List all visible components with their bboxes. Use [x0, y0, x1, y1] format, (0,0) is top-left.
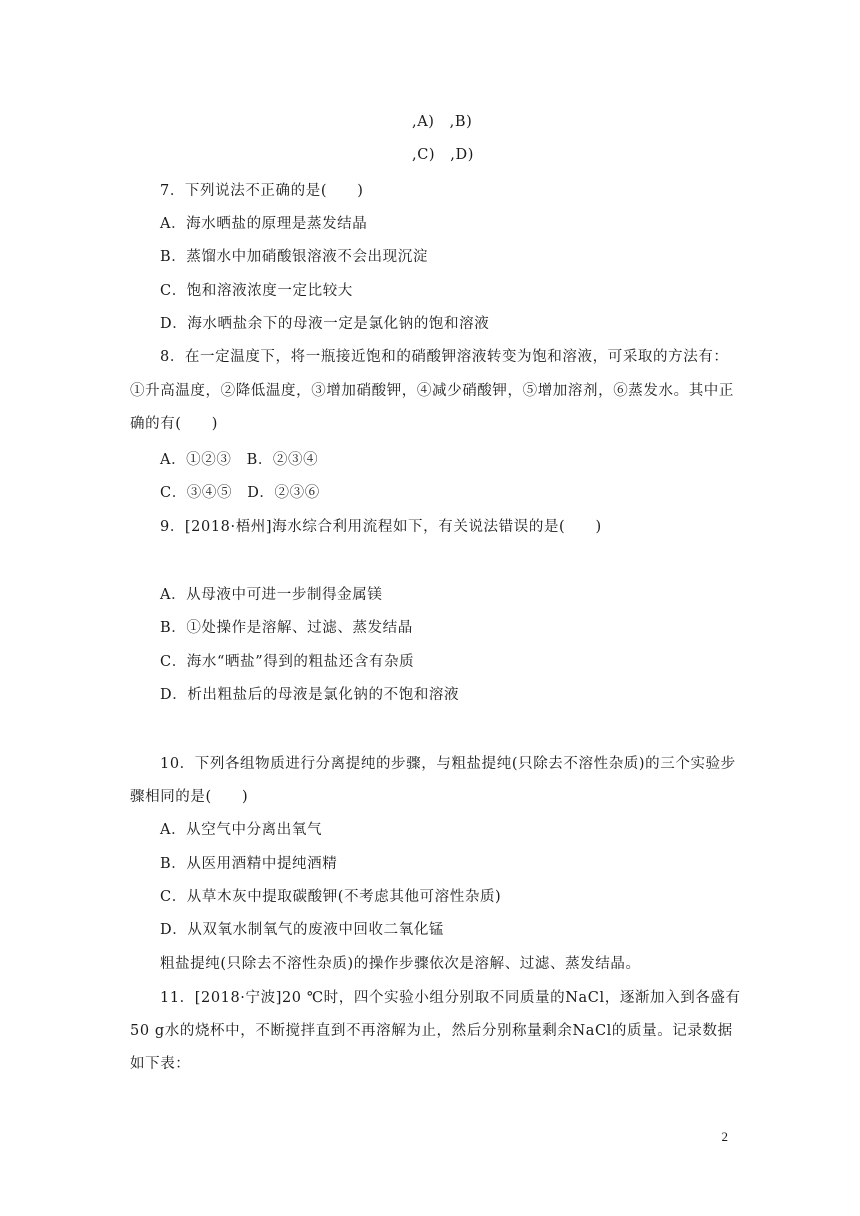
- question-10-option-d: D．从双氧水制氧气的废液中回收二氧化锰: [160, 922, 445, 938]
- question-8-stem-line-2: ①升高温度，②降低温度，③增加硝酸钾，④减少硝酸钾，⑤增加溶剂，⑥蒸发水。其中正: [130, 383, 734, 399]
- question-10-option-b: B．从医用酒精中提纯酒精: [160, 856, 338, 872]
- question-10-option-c: C．从草木灰中提取碳酸钾(不考虑其他可溶性杂质): [160, 889, 502, 905]
- question-11-stem-line-2: 50 g水的烧杯中，不断搅拌直到不再溶解为止，然后分别称量剩余NaCl的质量。记录数据: [130, 1023, 733, 1039]
- question-8-stem-line-3: 确的有( ): [130, 416, 219, 432]
- answer-fragment-ab: ,A) ,B): [412, 114, 473, 130]
- question-7-stem: 7．下列说法不正确的是( ): [160, 183, 364, 199]
- question-10-note: 粗盐提纯(只除去不溶性杂质)的操作步骤依次是溶解、过滤、蒸发结晶。: [160, 956, 641, 972]
- page-number: 2: [721, 1129, 728, 1144]
- question-9-option-b: B．①处操作是溶解、过滤、蒸发结晶: [160, 620, 413, 636]
- question-8-stem-line-1: 8．在一定温度下，将一瓶接近饱和的硝酸钾溶液转变为饱和溶液，可采取的方法有：: [160, 349, 729, 365]
- question-7-option-d: D．海水晒盐余下的母液一定是氯化钠的饱和溶液: [160, 316, 490, 332]
- question-9-stem: 9．[2018·梧州]海水综合利用流程如下，有关说法错误的是( ): [160, 519, 602, 535]
- question-7-option-c: C．饱和溶液浓度一定比较大: [160, 283, 353, 299]
- question-9-option-c: C．海水“晒盐”得到的粗盐还含有杂质: [160, 654, 415, 670]
- question-7-option-b: B．蒸馏水中加硝酸银溶液不会出现沉淀: [160, 249, 428, 265]
- question-10-stem-line-2: 骤相同的是( ): [130, 789, 249, 805]
- question-11-stem-line-1: 11．[2018·宁波]20 ℃时，四个实验小组分别取不同质量的NaCl，逐渐加入到各盛有: [160, 990, 741, 1006]
- question-7-option-a: A．海水晒盐的原理是蒸发结晶: [160, 216, 368, 232]
- question-10-stem-line-1: 10．下列各组物质进行分离提纯的步骤，与粗盐提纯(只除去不溶性杂质)的三个实验步: [160, 756, 736, 772]
- question-9-option-d: D．析出粗盐后的母液是氯化钠的不饱和溶液: [160, 687, 460, 703]
- question-11-stem-line-3: 如下表：: [130, 1056, 191, 1072]
- question-8-options-cd: C．③④⑤ D．②③⑥: [160, 485, 320, 501]
- question-10-option-a: A．从空气中分离出氧气: [160, 822, 323, 838]
- question-9-option-a: A．从母液中可进一步制得金属镁: [160, 587, 383, 603]
- question-8-options-ab: A．①②③ B．②③④: [160, 452, 319, 468]
- answer-fragment-cd: ,C) ,D): [412, 147, 474, 163]
